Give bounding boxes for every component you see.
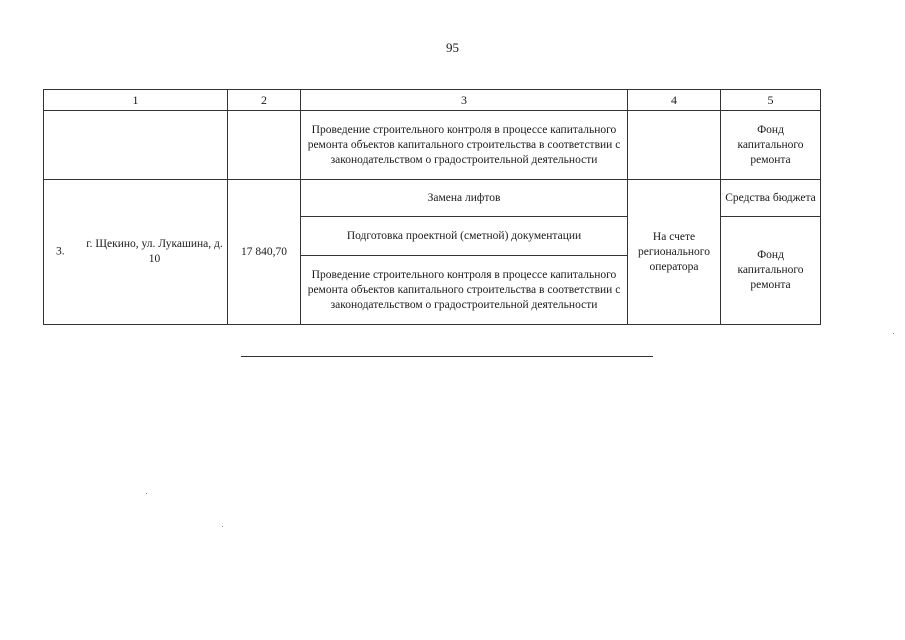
funding-source-cell: Фонд капитального ремонта (721, 111, 821, 180)
scan-speck (222, 526, 223, 527)
work-type-cell: Замена лифтов (301, 180, 628, 217)
building-address: г. Щекино, ул. Лукашина, д. 10 (86, 238, 223, 265)
empty-area-cell (228, 111, 301, 180)
area-cell: 17 840,70 (228, 180, 301, 325)
funding-source-cell: Средства бюджета (721, 180, 821, 217)
table-row-continuation (44, 111, 821, 180)
column-header-1: 1 (44, 90, 228, 111)
empty-account-cell (628, 111, 721, 180)
empty-address-cell (44, 111, 228, 180)
column-header-2: 2 (228, 90, 301, 111)
item-number: 3. (56, 245, 65, 258)
scan-speck (893, 333, 894, 334)
scan-speck (146, 493, 147, 494)
table-header-row (44, 90, 821, 111)
funding-source-cell: Фонд капитального ремонта (721, 217, 821, 325)
table-row-item-3 (44, 180, 821, 217)
address-cell (44, 180, 228, 325)
column-header-3: 3 (301, 90, 628, 111)
work-type-cell: Подготовка проектной (сметной) документации (301, 217, 628, 256)
column-header-5: 5 (721, 90, 821, 111)
column-header-4: 4 (628, 90, 721, 111)
end-of-document-line (241, 356, 653, 357)
work-type-cell: Проведение строительного контроля в процессе капитального ремонта объектов капитального строительства в соответствии с законодательством о градостроительной деятельности (301, 256, 628, 325)
work-type-cell: Проведение строительного контроля в процессе капитального ремонта объектов капитального строительства в соответствии с законодательством о градостроительной деятельности (301, 111, 628, 180)
page-number: 95 (446, 40, 459, 55)
capital-repair-table (43, 89, 821, 325)
account-cell: На счете регионального оператора (628, 180, 721, 325)
